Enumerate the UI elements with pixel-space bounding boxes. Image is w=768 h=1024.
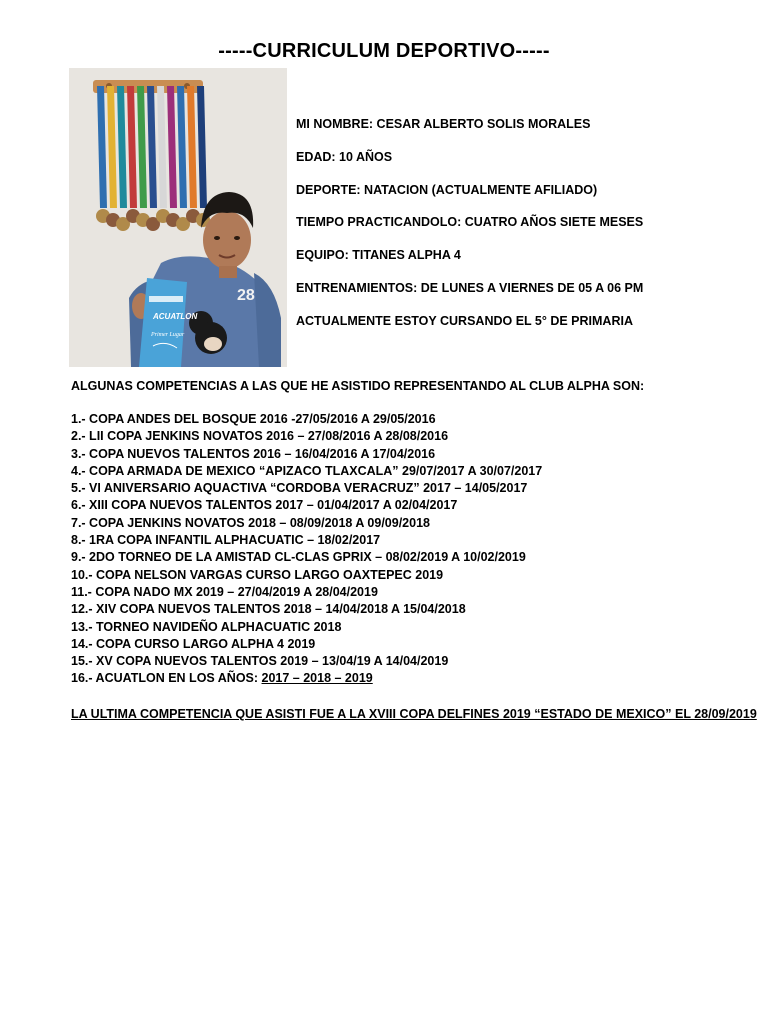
list-item: 13.- TORNEO NAVIDEÑO ALPHACUATIC 2018 [71, 619, 342, 634]
personal-info [296, 116, 756, 346]
athlete-photo [69, 68, 287, 367]
list-item: 6.- XIII COPA NUEVOS TALENTOS 2017 – 01/04/2017 A 02/04/2017 [71, 498, 458, 513]
list-item: 15.- XV COPA NUEVOS TALENTOS 2019 – 13/04/19 A 14/04/2019 [71, 654, 449, 669]
info-name: MI NOMBRE: CESAR ALBERTO SOLIS MORALES [296, 117, 591, 131]
last-competition: LA ULTIMA COMPETENCIA QUE ASISTI FUE A LA XVIII COPA DELFINES 2019 “ESTADO DE MEXICO” EL 28/09/2019 [71, 707, 757, 721]
trophy-subtitle: Primer Lugar [151, 332, 185, 338]
list-item: 14.- COPA CURSO LARGO ALPHA 4 2019 [71, 636, 316, 651]
shirt-number: 28 [237, 287, 255, 304]
trophy-title: ACUATLON [153, 312, 198, 321]
list-item: 4.- COPA ARMADA DE MEXICO “APIZACO TLAXCALA” 29/07/2017 A 30/07/2017 [71, 463, 543, 478]
competitions-list [71, 411, 542, 688]
info-practice-time: TIEMPO PRACTICANDOLO: CUATRO AÑOS SIETE MESES [296, 215, 644, 230]
list-item [71, 670, 542, 687]
info-age: EDAD: 10 AÑOS [296, 149, 393, 164]
info-training: ENTRENAMIENTOS: DE LUNES A VIERNES DE 05 A 06 PM [296, 280, 644, 295]
info-school: ACTUALMENTE ESTOY CURSANDO EL 5° DE PRIMARIA [296, 313, 633, 328]
list-item: 11.- COPA NADO MX 2019 – 27/04/2019 A 28/04/2019 [71, 584, 378, 599]
competition-16-label: 16.- ACUATLON EN LOS AÑOS: [71, 671, 262, 686]
competition-16-years: 2017 – 2018 – 2019 [261, 671, 373, 686]
list-item: 3.- COPA NUEVOS TALENTOS 2016 – 16/04/2016 A 17/04/2016 [71, 446, 436, 461]
competitions-intro: ALGUNAS COMPETENCIAS A LAS QUE HE ASISTIDO REPRESENTANDO AL CLUB ALPHA SON: [71, 379, 645, 393]
list-item: 2.- LII COPA JENKINS NOVATOS 2016 – 27/08/2016 A 28/08/2016 [71, 429, 449, 444]
list-item: 10.- COPA NELSON VARGAS CURSO LARGO OAXTEPEC 2019 [71, 567, 444, 582]
list-item: 8.- 1RA COPA INFANTIL ALPHACUATIC – 18/02/2017 [71, 533, 381, 548]
list-item: 7.- COPA JENKINS NOVATOS 2018 – 08/09/2018 A 09/09/2018 [71, 515, 430, 530]
list-item: 1.- COPA ANDES DEL BOSQUE 2016 -27/05/2016 A 29/05/2016 [71, 412, 436, 426]
info-sport: DEPORTE: NATACION (ACTUALMENTE AFILIADO) [296, 182, 598, 197]
list-item: 9.- 2DO TORNEO DE LA AMISTAD CL-CLAS GPRIX – 08/02/2019 A 10/02/2019 [71, 550, 526, 565]
info-team: EQUIPO: TITANES ALPHA 4 [296, 248, 461, 263]
list-item: 12.- XIV COPA NUEVOS TALENTOS 2018 – 14/04/2018 A 15/04/2018 [71, 602, 466, 617]
list-item: 5.- VI ANIVERSARIO AQUACTIVA “CORDOBA VERACRUZ” 2017 – 14/05/2017 [71, 481, 528, 496]
page-title: -----CURRICULUM DEPORTIVO----- [218, 40, 550, 62]
